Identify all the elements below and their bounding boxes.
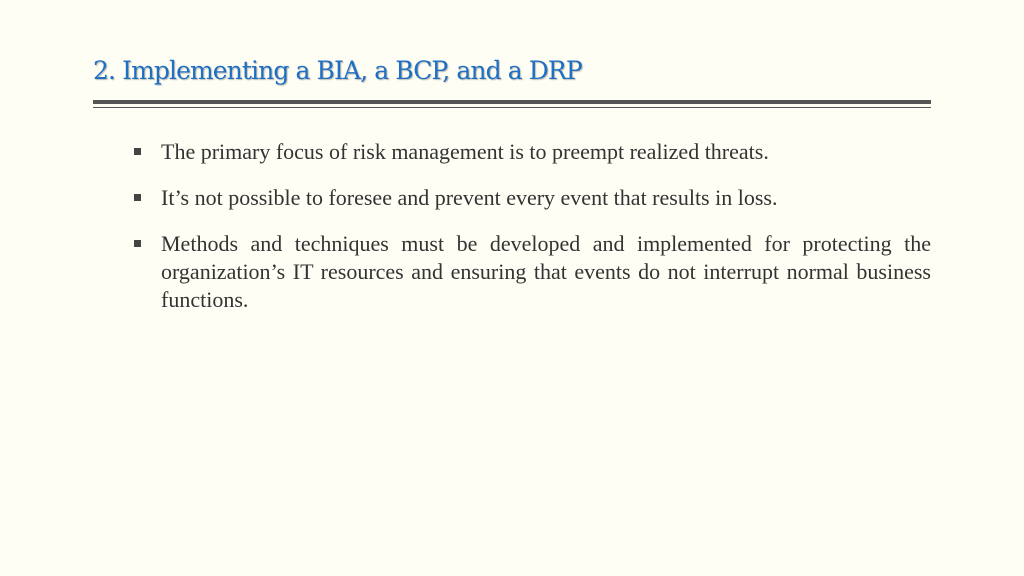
bullet-text: It’s not possible to foresee and prevent every event that results in loss. [161, 185, 778, 210]
square-bullet-icon [134, 194, 141, 201]
slide-title: 2. Implementing a BIA, a BCP, and a DRP [93, 56, 582, 85]
title-divider-thick [93, 100, 931, 104]
bullet-item [133, 138, 931, 166]
bullet-item [133, 184, 931, 212]
square-bullet-icon [134, 148, 141, 155]
bullet-text: Methods and techniques must be developed and implemented for protecting the organization’s IT resources and ensuring that events do not interrupt normal business functions. [161, 231, 931, 312]
square-bullet-icon [134, 240, 141, 247]
title-divider-thin [93, 107, 931, 108]
bullet-list [133, 138, 931, 332]
bullet-item [133, 230, 931, 314]
bullet-text: The primary focus of risk management is to preempt realized threats. [161, 139, 769, 164]
